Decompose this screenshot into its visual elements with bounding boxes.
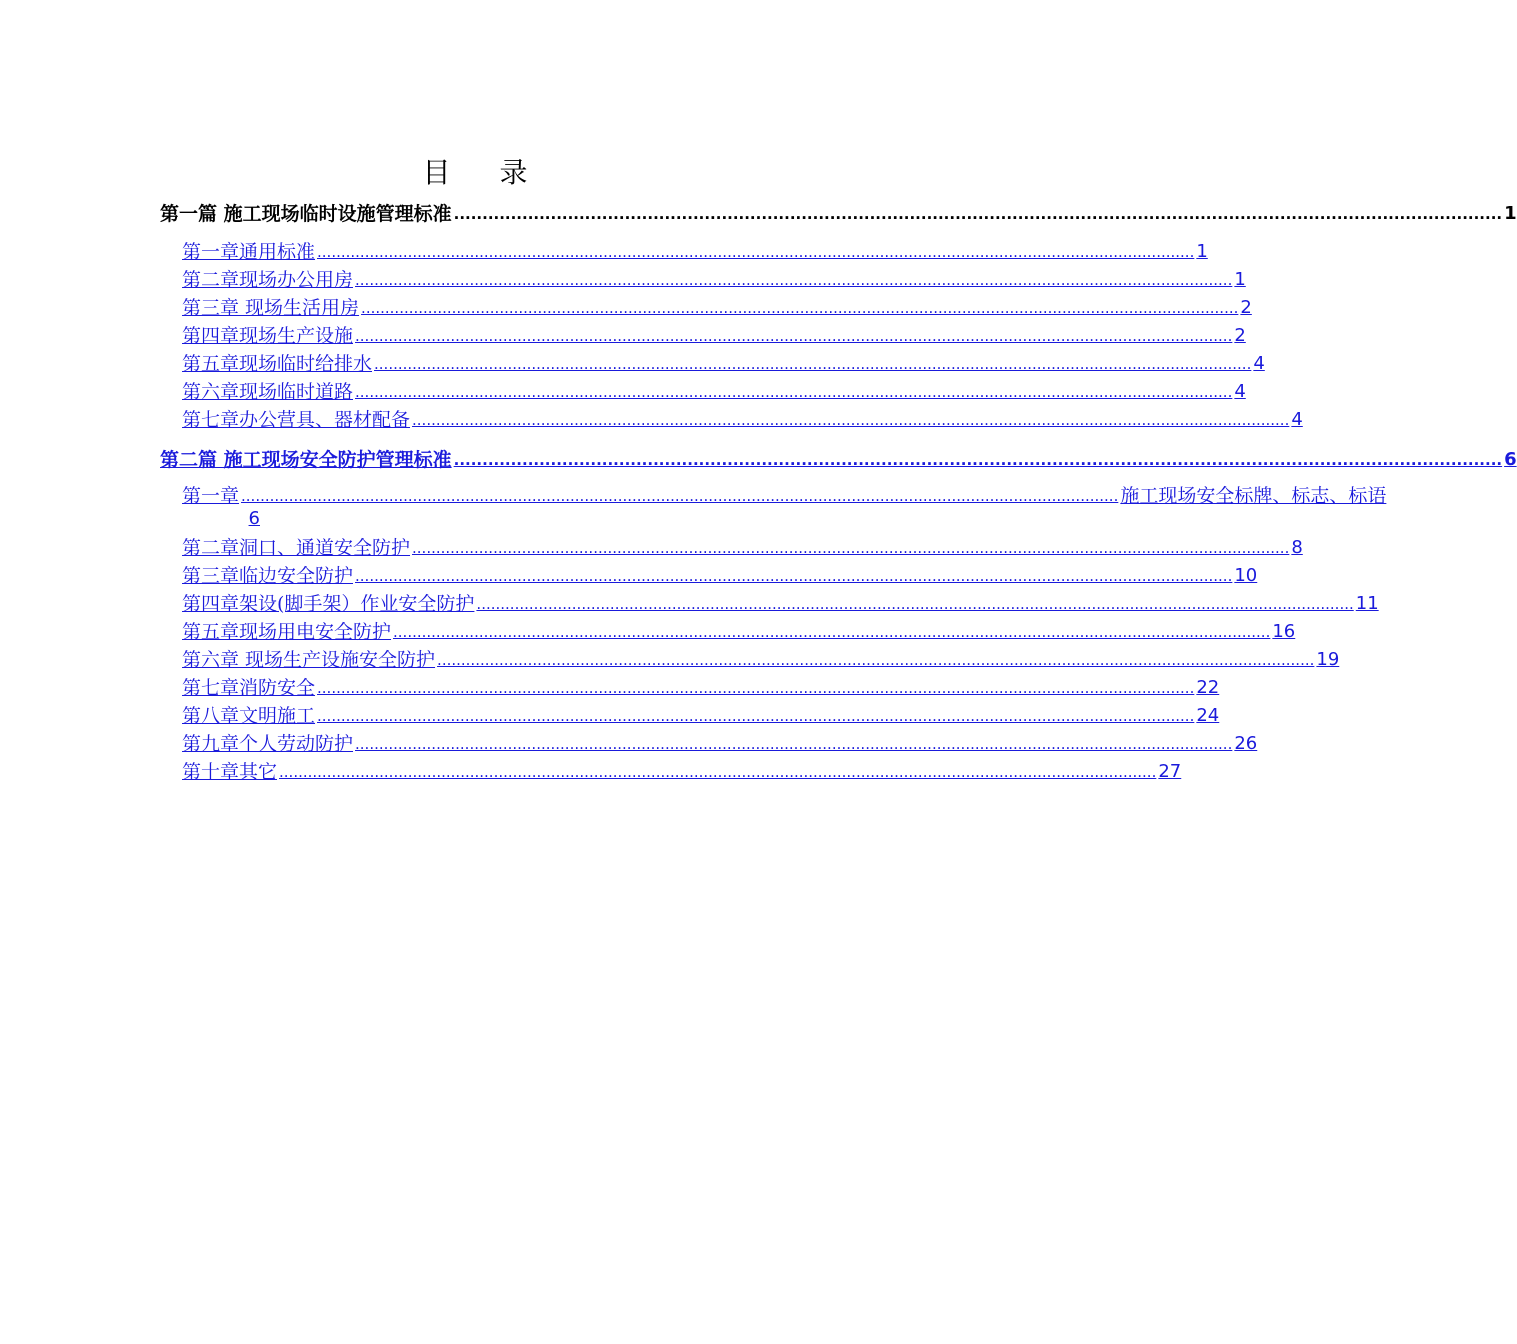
toc-page-number: 16 [1272,621,1296,642]
toc-chapter-wrapped[interactable] [182,482,1387,508]
dot-leader: ........................................................................................................................................................................................ [317,679,1195,697]
dot-leader: ........................................................................................................................................................................................ [453,205,1503,223]
dot-leader: ........................................................................................................................................................................................ [361,299,1239,317]
toc-chapter[interactable] [182,350,1265,376]
toc-page-number: 2 [1240,297,1252,318]
toc-page-number: 10 [1234,565,1258,586]
toc-chapter-label: 第六章现场临时道路 [182,381,354,403]
toc-page-number: 27 [1158,761,1182,782]
toc-chapter[interactable] [182,702,1220,728]
toc-chapter[interactable] [182,758,1182,784]
dot-leader: ........................................................................................................................................................................................ [317,243,1195,261]
toc-page-number: 1 [1196,241,1208,262]
toc-chapter-label: 第八章文明施工 [182,705,316,727]
toc-chapter-label: 施工现场安全标牌、标志、标语 [1120,485,1387,507]
toc-part-1[interactable] [160,200,1517,226]
toc-chapter-label: 第七章消防安全 [182,677,316,699]
dot-leader: ........................................................................................................................................................................................ [437,651,1315,669]
toc-chapter[interactable] [182,674,1220,700]
toc-chapter-label: 第三章 现场生活用房 [182,297,360,319]
toc-chapter[interactable] [182,322,1246,348]
toc-chapter-label: 第九章个人劳动防护 [182,733,354,755]
toc-page-number: 22 [1196,677,1220,698]
toc-chapter[interactable] [182,590,1379,616]
toc-page-number: 26 [1234,733,1258,754]
dot-leader: ........................................................................................................................................................................................ [412,539,1290,557]
toc-chapter-label: 第十章其它 [182,761,278,783]
toc-page-number: 2 [1234,325,1246,346]
toc-chapter-label: 第一章通用标准 [182,241,316,263]
dot-leader: ........................................................................................................................................................................................ [355,327,1233,345]
toc-page-number: 8 [1291,537,1303,558]
dot-leader: ........................................................................................................................................................................................ [476,595,1354,613]
toc-part-label: 第二篇 施工现场安全防护管理标准 [160,449,452,471]
toc-chapter-label: 第七章办公营具、器材配备 [182,409,411,431]
toc-chapter[interactable] [182,646,1340,672]
dot-leader: ........................................................................................................................................................................................ [355,383,1233,401]
toc-chapter[interactable] [182,730,1258,756]
toc-chapter[interactable] [182,406,1303,432]
toc-chapter[interactable] [182,266,1246,292]
toc-chapter-label: 第四章现场生产设施 [182,325,354,347]
toc-chapter-label: 第六章 现场生产设施安全防护 [182,649,436,671]
toc-page-number: 4 [1234,381,1246,402]
toc-chapter-label: 第三章临边安全防护 [182,565,354,587]
toc-chapter-label: 第五章现场用电安全防护 [182,621,392,643]
toc-page-number: 4 [1253,353,1265,374]
toc-page-number: 4 [1291,409,1303,430]
toc-page-number: 19 [1316,649,1340,670]
toc-page-number: 1 [1504,203,1517,224]
dot-leader: ........................................................................................................................................................................................ [241,487,1119,505]
toc-chapter[interactable] [182,618,1296,644]
toc-part-label: 第一篇 施工现场临时设施管理标准 [160,203,452,225]
toc-chapter-label: 第五章现场临时给排水 [182,353,373,375]
dot-leader: ........................................................................................................................................................................................ [374,355,1252,373]
toc-title: 目 录 [422,156,548,189]
toc-page-number: 6 [1504,449,1517,470]
dot-leader: ........................................................................................................................................................................................ [355,735,1233,753]
toc-page-number: 11 [1355,593,1379,614]
toc-chapter[interactable] [182,378,1246,404]
dot-leader: ........................................................................................................................................................................................ [317,707,1195,725]
dot-leader: ........................................................................................................................................................................................ [279,763,1157,781]
dot-leader: ........................................................................................................................................................................................ [453,451,1503,469]
dot-leader: ........................................................................................................................................................................................ [355,271,1233,289]
toc-chapter[interactable] [182,294,1252,320]
toc-chapter-label: 第二章洞口、通道安全防护 [182,537,411,559]
toc-chapter[interactable] [182,534,1303,560]
toc-page-number: 1 [1234,269,1246,290]
toc-page-number-wrapped[interactable]: 6 [248,508,260,529]
dot-leader: ........................................................................................................................................................................................ [412,411,1290,429]
toc-chapter-prefix: 第一章 [182,485,240,507]
toc-chapter-label: 第四章架设(脚手架）作业安全防护 [182,593,475,615]
toc-part-2[interactable] [160,446,1517,472]
toc-page-number: 24 [1196,705,1220,726]
toc-chapter-label: 第二章现场办公用房 [182,269,354,291]
toc-chapter[interactable] [182,562,1258,588]
toc-chapter[interactable] [182,238,1208,264]
dot-leader: ........................................................................................................................................................................................ [355,567,1233,585]
dot-leader: ........................................................................................................................................................................................ [393,623,1271,641]
